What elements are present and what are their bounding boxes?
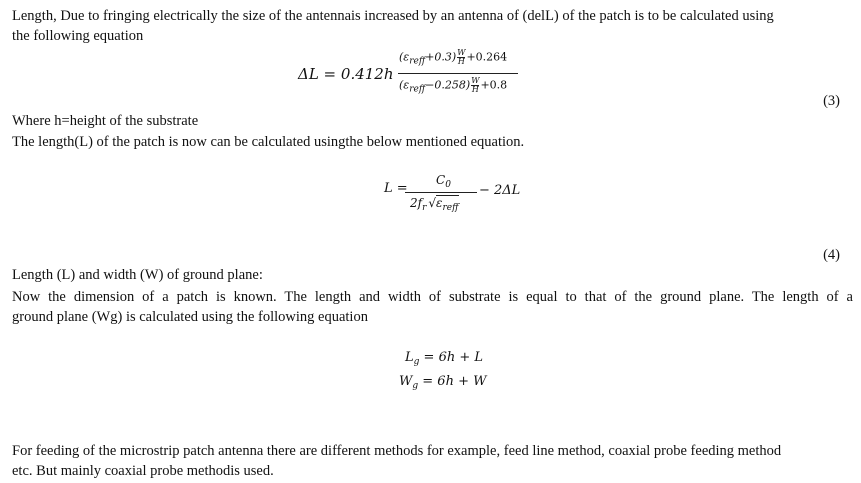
paragraph-2-line-1: Where h=height of the substrate xyxy=(12,113,199,129)
equation-5-row-2: $W_g = 6h + W$ xyxy=(399,374,487,391)
equation-5-row-1: $L_g = 6h + L$ xyxy=(405,350,483,367)
paragraph-4-line-2: etc. But mainly coaxial probe methodis used. xyxy=(12,463,274,479)
equation-4-number: (4) xyxy=(823,247,840,263)
equation-2-fraction-bar xyxy=(405,192,477,193)
paragraph-3-line-2: Now the dimension of a patch is known. The length and width of substrate is equal to that of the ground plane. The length of a xyxy=(12,289,853,305)
equation-1-fraction-bar xyxy=(398,73,518,74)
paragraph-3-line-1: Length (L) and width (W) of ground plane: xyxy=(12,267,263,283)
paragraph-1-line-2: the following equation xyxy=(12,28,144,44)
equation-1-denominator: $(\varepsilon_{reff}-0.258)$ $\frac{W}{H}$ +0.8 xyxy=(399,76,508,95)
equation-3-number: (3) xyxy=(823,93,840,109)
paragraph-3-line-3: ground plane (Wg) is calculated using the following equation xyxy=(12,309,368,325)
equation-2-numerator: $C_0$ xyxy=(436,173,451,190)
equation-1-numerator: $(\varepsilon_{reff}+0.3)$ $\frac{W}{H}$ +0.264 xyxy=(399,48,508,67)
equation-2-lhs: L = xyxy=(384,181,408,196)
equation-1-lhs: ΔL = 0.412h xyxy=(298,65,394,83)
equation-2-rhs: − 2ΔL xyxy=(479,183,521,198)
paragraph-4-line-1: For feeding of the microstrip patch antenna there are different methods for example, feed line method, coaxial probe feeding method xyxy=(12,443,782,459)
paragraph-2-line-2: The length(L) of the patch is now can be calculated usingthe below mentioned equation. xyxy=(12,134,525,150)
paragraph-1-line-1: Length, Due to fringing electrically the size of the antennais increased by an antenna of (delL) of the patch is to be calculated using xyxy=(12,8,774,24)
equation-2-denominator: $2f_r$ $√\varepsilon_{reff}$ xyxy=(410,196,459,213)
